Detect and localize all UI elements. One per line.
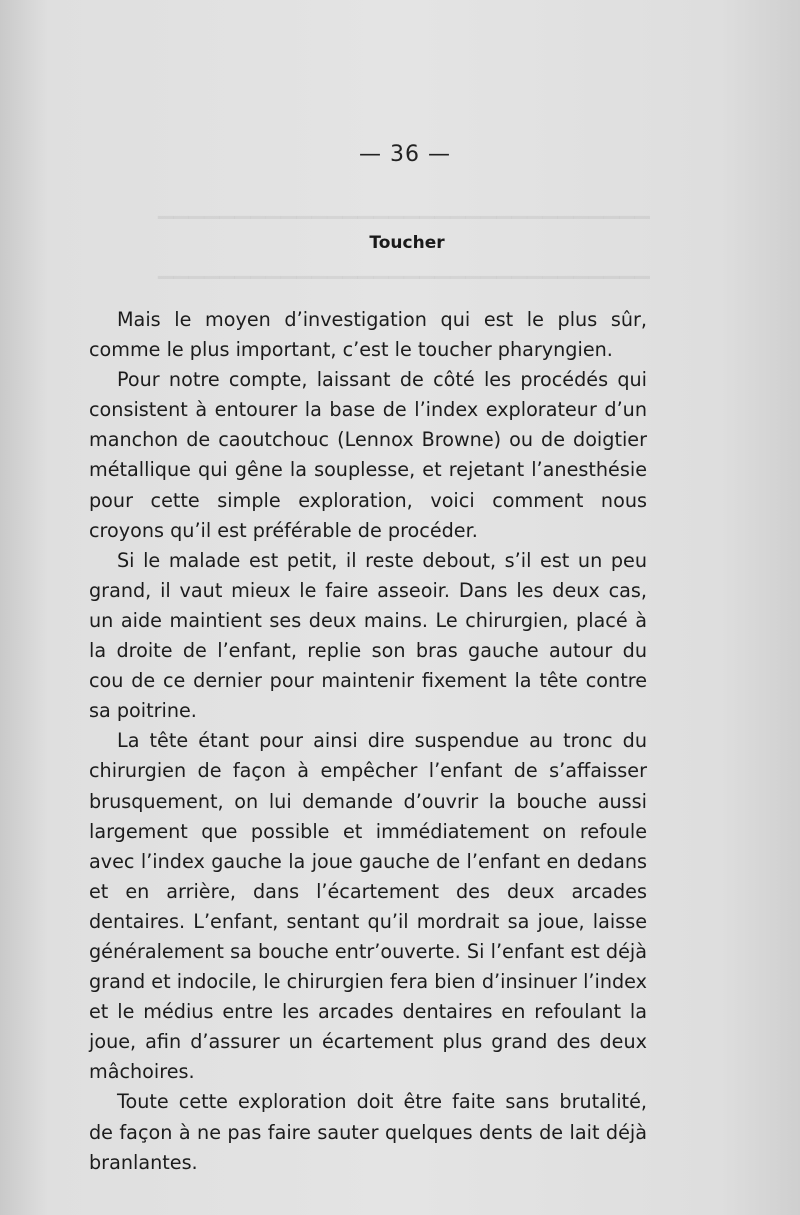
section-title: Toucher [369, 233, 445, 253]
paragraph: Toute cette exploration doit être faite sans brutalité, de façon à ne pas faire sauter quelques dents de lait déjà branlantes. [89, 1090, 647, 1174]
paragraph: Mais le moyen d’investigation qui est le plus sûr, comme le plus important, c’est le toucher pharyngien. [89, 308, 647, 362]
paragraph: La tête étant pour ainsi dire suspendue au tronc du chirurgien de façon à empêcher l’enfant de s’affaisser brusquement, on lui demande d’ouvrir la bouche aussi largement que possible et immédiatement on refoule avec l’index gauche la joue gauche de l’enfant en dedans et en arrière, dans l’écartement des deux arcades dentaires. L’enfant, sentant qu’il mordrait sa joue, laisse généralement sa bouche entr’ouverte. Si l’enfant est déjà grand et indocile, le chirurgien fera bien d’insinuer l’index et le médius entre les arcades dentaires en refoulant la joue, afin d’assurer un écartement plus grand des deux mâchoires. [89, 729, 647, 1084]
page-number: — 36 — [359, 142, 451, 167]
paragraph: Pour notre compte, laissant de côté les procédés qui consistent à entourer la base de l’index explorateur d’un manchon de caoutchouc (Lennox Browne) ou de doigtier métallique qui gêne la souplesse, et rejetant l’anesthésie pour cette simple exploration, voici comment nous croyons qu’il est préférable de procéder. [89, 368, 647, 542]
bleed-through-texture: ▁▁▁▁▁▁▁▁▁▁▁▁▁▁▁▁▁▁▁▁▁▁▁▁▁▁▁▁▁▁▁▁ [157, 195, 650, 219]
body-text [89, 305, 647, 1178]
bleed-through-texture: ▁▁▁▁▁▁▁▁▁▁▁▁▁▁▁▁▁▁▁▁▁▁▁▁▁▁▁▁▁▁▁▁ [157, 255, 650, 279]
paragraph: Si le malade est petit, il reste debout, s’il est un peu grand, il vaut mieux le faire asseoir. Dans les deux cas, un aide maintient ses deux mains. Le chirurgien, placé à la droite de l’enfant, replie son bras gauche autour du cou de ce dernier pour maintenir fixement la tête contre sa poitrine. [89, 548, 647, 723]
